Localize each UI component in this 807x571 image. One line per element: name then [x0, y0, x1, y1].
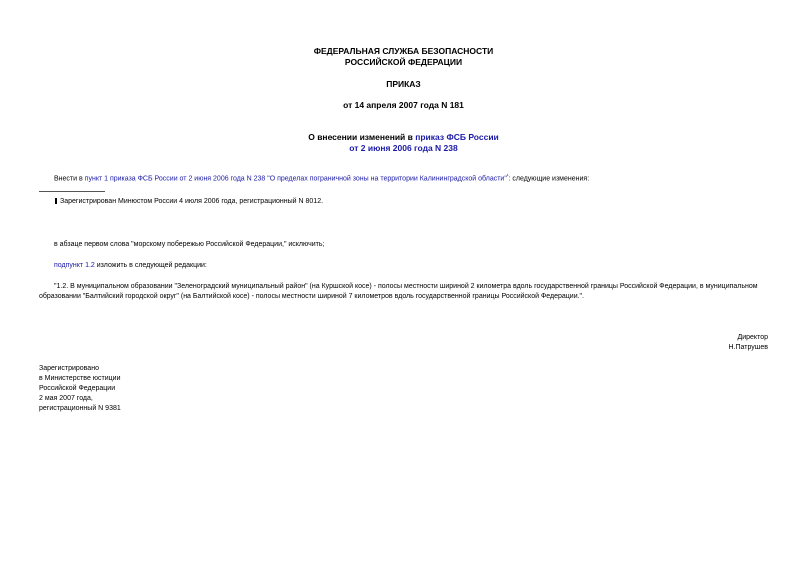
document-type: ПРИКАЗ — [386, 79, 421, 89]
quoted-paragraph: "1.2. В муниципальном образовании "Зеленоградский муниципальный район" (на Куршской косе) - полосы местности шириной 2 километра вдоль государственной границы Российской Федерации, в муниципальном образовании "Балтийский городской округ" (на Балтийской косе) - полосы местности шириной 7 километров вдоль государственной границы Российской Федерации.". — [39, 283, 758, 300]
signature-position: Директор — [737, 334, 768, 341]
registration-line: регистрационный N 9381 — [39, 405, 121, 412]
footnote-text: Зарегистрирован Минюстом России 4 июля 2006 года, регистрационный N 8012. — [60, 198, 324, 205]
document-date-number: от 14 апреля 2007 года N 181 — [343, 100, 464, 110]
organization-line-2: РОССИЙСКОЙ ФЕДЕРАЦИИ — [344, 57, 463, 67]
registration-line: 2 мая 2007 года, — [39, 395, 93, 402]
subject-prefix: О внесении изменений в — [308, 132, 416, 142]
intro-suffix: : следующие изменения: — [508, 175, 590, 183]
item-b-suffix: изложить в следующей редакции: — [94, 262, 207, 269]
registration-line: Зарегистрировано — [39, 365, 99, 372]
subject-line-2 — [0, 143, 807, 154]
subject-line-1 — [0, 132, 807, 143]
signature-block — [728, 333, 768, 353]
item-b-paragraph — [54, 261, 207, 271]
organization-line-1: ФЕДЕРАЛЬНАЯ СЛУЖБА БЕЗОПАСНОСТИ — [313, 46, 494, 56]
signature-name: Н.Патрушев — [728, 344, 768, 351]
intro-prefix: Внести в — [54, 175, 85, 183]
item-a-paragraph: в абзаце первом слова "морскому побережью Российской Федерации," исключить; — [54, 241, 325, 248]
document-subject — [0, 132, 807, 154]
footnote-marker-bar — [55, 198, 57, 204]
registration-block — [39, 364, 121, 414]
footnote-mark[interactable]: ¹ — [506, 173, 509, 179]
subject-link-order[interactable]: приказ ФСБ России — [415, 132, 499, 142]
registration-line: в Министерстве юстиции — [39, 375, 121, 382]
registration-line: Российской Федерации — [39, 385, 116, 392]
subject-link-order-date[interactable]: от 2 июня 2006 года N 238 — [349, 143, 458, 153]
item-b-link-subpoint[interactable]: подпункт 1.2 — [54, 262, 95, 269]
organization-title — [0, 46, 807, 68]
footnote-divider — [39, 191, 105, 192]
intro-link-order-item[interactable]: пункт 1 приказа ФСБ России от 2 июня 2006 года N 238 "О пределах пограничной зоны на территории Калининградской области" — [84, 175, 507, 183]
intro-paragraph — [54, 172, 589, 184]
